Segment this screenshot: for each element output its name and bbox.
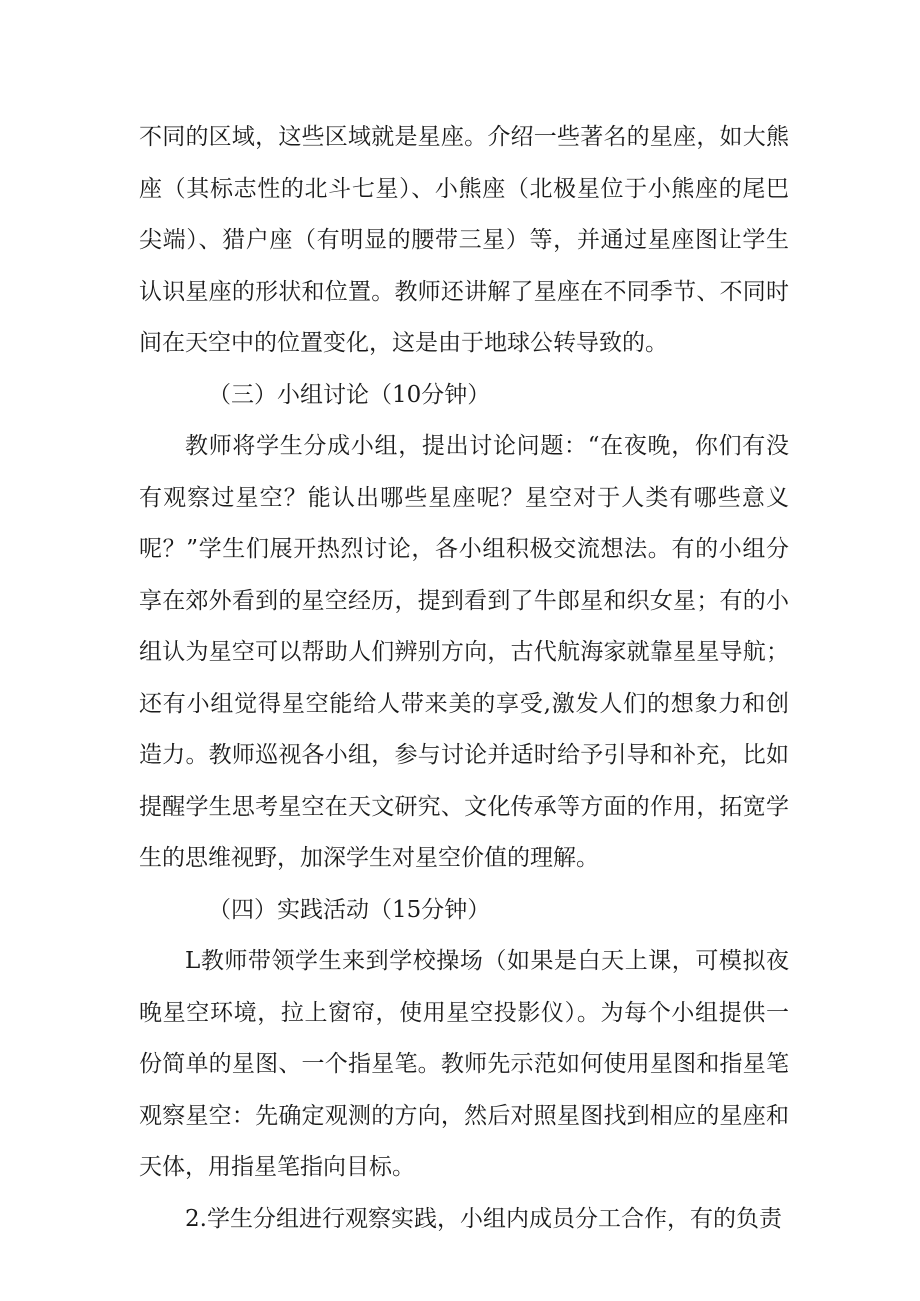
section-heading-practice-activity: （四）实践活动（15分钟） [208, 896, 491, 923]
body-paragraph-group-discussion: 教师将学生分成小组，提出讨论问题：“在夜晚，你们有没有观察过星空？能认出哪些星座呢？星空对于人类有哪些意义呢？”学生们展开热烈讨论，各小组积极交流想法。有的小组分享在郊外看到的星空经历，提到看到了牛郎星和织女星；有的小组认为星空可以帮助人们辨别方向，古代航海家就靠星星导航；还有小组觉得星空能给人带来美的享受,激发人们的想象力和创造力。教师巡视各小组，参与讨论并适时给予引导和补充，比如提醒学生思考星空在天文研究、文化传承等方面的作用，拓宽学生的思维视野，加深学生对星空价值的理解。 [139, 433, 789, 871]
body-paragraph-practice-step-2: 2.学生分组进行观察实践，小组内成员分工合作，有的负责 [185, 1205, 782, 1232]
body-paragraph-constellations-intro: 不同的区域，这些区域就是星座。介绍一些著名的星座，如大熊座（其标志性的北斗七星）、小熊座（北极星位于小熊座的尾巴尖端）、猎户座（有明显的腰带三星）等，并通过星座图让学生认识星座的形状和位置。教师还讲解了星座在不同季节、不同时间在天空中的位置变化，这是由于地球公转导致的。 [139, 124, 789, 356]
document-body [139, 112, 789, 1245]
section-heading-group-discussion: （三）小组讨论（10分钟） [208, 381, 491, 408]
body-paragraph-practice-step-1: L教师带领学生来到学校操场（如果是白天上课，可模拟夜晚星空环境，拉上窗帘，使用星空投影仪）。为每个小组提供一份简单的星图、一个指星笔。教师先示范如何使用星图和指星笔观察星空：先确定观测的方向，然后对照星图找到相应的星座和天体，用指星笔指向目标。 [139, 948, 789, 1180]
